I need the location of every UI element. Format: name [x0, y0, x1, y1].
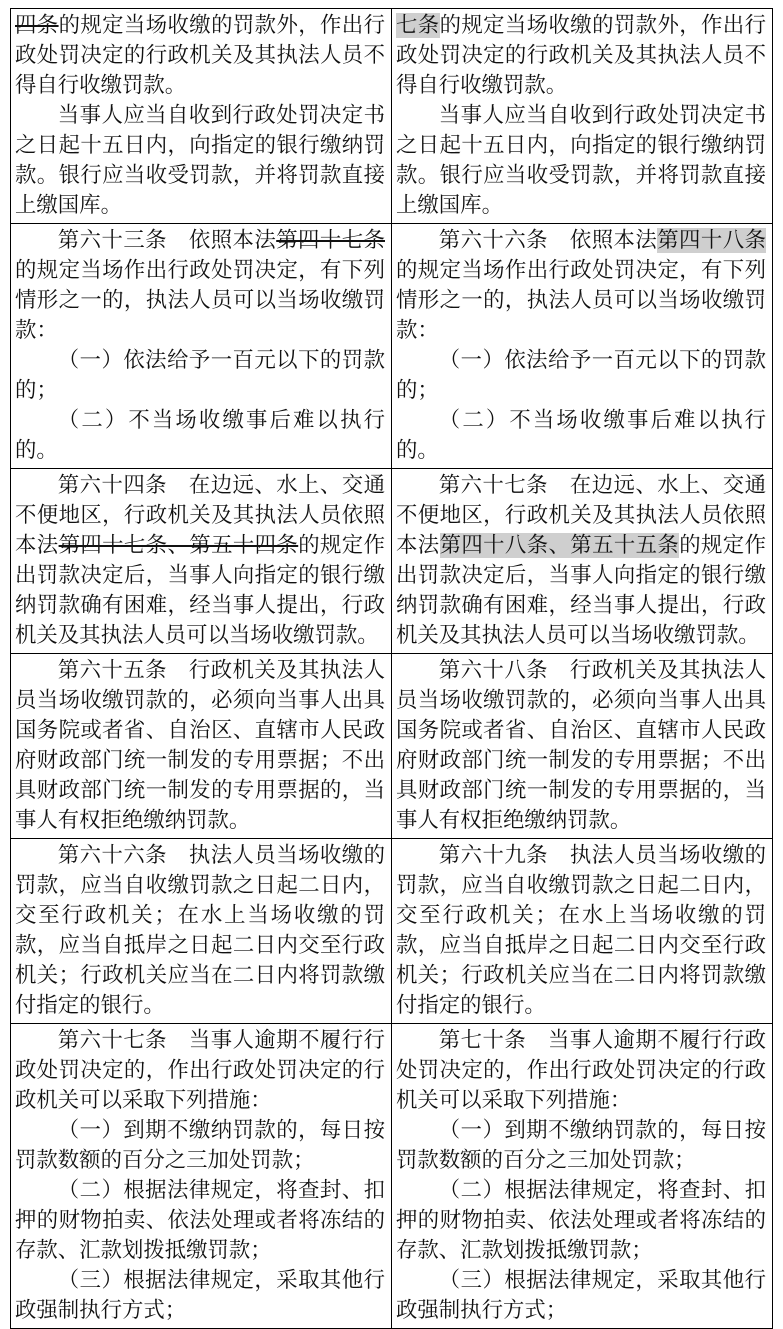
article-paragraph: [396, 1266, 766, 1326]
text-run: （二）根据法律规定，将查封、扣押的财物拍卖、依法处理或者将冻结的存款、汇款划拨抵缴罚款；: [396, 1178, 766, 1263]
article-paragraph: [15, 346, 385, 406]
text-run: 第六十三条 依照本法: [57, 228, 277, 253]
article-paragraph: [396, 1176, 766, 1266]
text-run: （三）根据法律规定，采取其他行政强制执行方式；: [15, 1268, 385, 1323]
text-run: （一）到期不缴纳罚款的，每日按罚款数额的百分之三加处罚款；: [396, 1118, 766, 1173]
deleted-text: 第四十七条: [276, 228, 385, 253]
new-text-cell: [392, 839, 773, 1024]
article-paragraph: [15, 226, 385, 346]
deleted-text: 第四十七条、第五十四条: [58, 533, 299, 558]
text-run: （一）到期不缴纳罚款的，每日按罚款数额的百分之三加处罚款；: [15, 1118, 385, 1173]
inserted-text: 第四十八条: [657, 228, 766, 253]
comparison-row: [11, 9, 773, 224]
text-run: 第六十六条 执法人员当场收缴的罚款，应当自收缴罚款之日起二日内，交至行政机关；在水上当场收缴的罚款，应当自抵岸之日起二日内交至行政机关；行政机关应当在二日内将罚款缴付指定的银行。: [15, 843, 385, 1018]
article-paragraph: [15, 1176, 385, 1266]
text-run: （二）不当场收缴事后难以执行的。: [15, 408, 385, 463]
article-paragraph: [396, 101, 766, 221]
text-run: （三）根据法律规定，采取其他行政强制执行方式；: [396, 1268, 766, 1323]
article-paragraph: [396, 406, 766, 466]
new-text-cell: [392, 224, 773, 469]
comparison-row: [11, 839, 773, 1024]
new-text-cell: [392, 654, 773, 839]
text-run: 当事人应当自收到行政处罚决定书之日起十五日内，向指定的银行缴纳罚款。银行应当收受罚款，并将罚款直接上缴国库。: [15, 103, 385, 218]
old-text-cell: [11, 224, 392, 469]
comparison-row: [11, 654, 773, 839]
article-paragraph: [15, 471, 385, 651]
text-run: 的规定当场收缴的罚款外，作出行政处罚决定的行政机关及其执法人员不得自行收缴罚款。: [396, 13, 766, 98]
text-run: 的规定当场作出行政处罚决定，有下列情形之一的，执法人员可以当场收缴罚款：: [15, 258, 385, 343]
text-run: 第六十七条 在边远、水上、交通不便地区，行政机关及其执法人员依照本法: [396, 473, 766, 558]
article-paragraph: [396, 841, 766, 1021]
text-run: 的规定作出罚款决定后，当事人向指定的银行缴纳罚款确有困难，经当事人提出，行政机关及其执法人员可以当场收缴罚款。: [15, 533, 385, 648]
old-text-cell: [11, 469, 392, 654]
new-text-cell: [392, 1024, 773, 1329]
new-text-cell: [392, 9, 773, 224]
text-run: 第六十七条 当事人逾期不履行行政处罚决定的，作出行政处罚决定的行政机关可以采取下列措施：: [15, 1028, 385, 1113]
article-paragraph: [15, 11, 385, 101]
article-paragraph: [15, 1266, 385, 1326]
old-text-cell: [11, 839, 392, 1024]
old-text-cell: [11, 654, 392, 839]
article-paragraph: [396, 1026, 766, 1116]
comparison-table: [10, 8, 773, 1329]
text-run: 第六十八条 行政机关及其执法人员当场收缴罚款的，必须向当事人出具国务院或者省、自治区、直辖市人民政府财政部门统一制发的专用票据；不出具财政部门统一制发的专用票据的，当事人有权拒绝缴纳罚款。: [396, 658, 766, 833]
text-run: 第六十九条 执法人员当场收缴的罚款，应当自收缴罚款之日起二日内，交至行政机关；在水上当场收缴的罚款，应当自抵岸之日起二日内交至行政机关；行政机关应当在二日内将罚款缴付指定的银行。: [396, 843, 766, 1018]
comparison-row: [11, 1024, 773, 1329]
article-paragraph: [396, 346, 766, 406]
new-text-cell: [392, 469, 773, 654]
article-paragraph: [396, 656, 766, 836]
text-run: 第六十五条 行政机关及其执法人员当场收缴罚款的，必须向当事人出具国务院或者省、自治区、直辖市人民政府财政部门统一制发的专用票据；不出具财政部门统一制发的专用票据的，当事人有权拒绝缴纳罚款。: [15, 658, 385, 833]
article-paragraph: [15, 101, 385, 221]
text-run: （一）依法给予一百元以下的罚款的；: [15, 348, 385, 403]
deleted-text: 四条: [15, 13, 59, 38]
article-paragraph: [396, 1116, 766, 1176]
text-run: 的规定作出罚款决定后，当事人向指定的银行缴纳罚款确有困难，经当事人提出，行政机关及其执法人员可以当场收缴罚款。: [396, 533, 766, 648]
text-run: 的规定当场收缴的罚款外，作出行政处罚决定的行政机关及其执法人员不得自行收缴罚款。: [15, 13, 385, 98]
article-paragraph: [15, 406, 385, 466]
text-run: 第六十六条 依照本法: [438, 228, 658, 253]
text-run: （一）依法给予一百元以下的罚款的；: [396, 348, 766, 403]
article-paragraph: [15, 841, 385, 1021]
comparison-table-body: [11, 9, 773, 1329]
text-run: （二）根据法律规定，将查封、扣押的财物拍卖、依法处理或者将冻结的存款、汇款划拨抵缴罚款；: [15, 1178, 385, 1263]
text-run: 当事人应当自收到行政处罚决定书之日起十五日内，向指定的银行缴纳罚款。银行应当收受罚款，并将罚款直接上缴国库。: [396, 103, 766, 218]
article-paragraph: [396, 226, 766, 346]
inserted-text: 第四十八条、第五十五条: [439, 533, 680, 558]
comparison-row: [11, 224, 773, 469]
text-run: 第六十四条 在边远、水上、交通不便地区，行政机关及其执法人员依照本法: [15, 473, 385, 558]
old-text-cell: [11, 1024, 392, 1329]
text-run: （二）不当场收缴事后难以执行的。: [396, 408, 766, 463]
comparison-row: [11, 469, 773, 654]
inserted-text: 七条: [396, 13, 440, 38]
article-paragraph: [396, 11, 766, 101]
article-paragraph: [396, 471, 766, 651]
article-paragraph: [15, 1116, 385, 1176]
text-run: 第七十条 当事人逾期不履行行政处罚决定的，作出行政处罚决定的行政机关可以采取下列措施：: [396, 1028, 766, 1113]
article-paragraph: [15, 1026, 385, 1116]
old-text-cell: [11, 9, 392, 224]
article-paragraph: [15, 656, 385, 836]
text-run: 的规定当场作出行政处罚决定，有下列情形之一的，执法人员可以当场收缴罚款：: [396, 258, 766, 343]
